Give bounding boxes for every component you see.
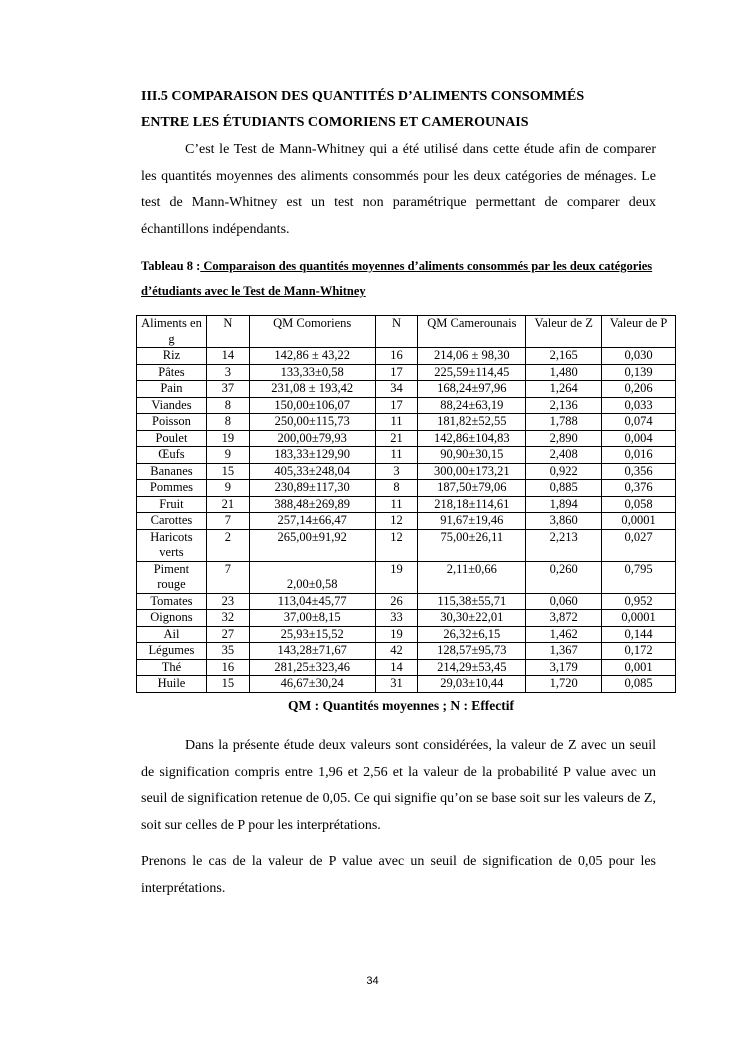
table-cell: 0,885 [526, 480, 602, 497]
table-cell: Poulet [137, 430, 207, 447]
table-cell: 2,11±0,66 [418, 561, 526, 593]
table-cell: 21 [375, 430, 418, 447]
table-cell: Riz [137, 348, 207, 365]
table-cell: 115,38±55,71 [418, 593, 526, 610]
table-row [137, 381, 676, 398]
table-cell: 0,795 [602, 561, 676, 593]
table-cell: 128,57±95,73 [418, 643, 526, 660]
header-cell: QM Comoriens [249, 316, 375, 348]
table-cell: 0,172 [602, 643, 676, 660]
table-row [137, 348, 676, 365]
table-cell: 113,04±45,77 [249, 593, 375, 610]
table-row [137, 643, 676, 660]
table-cell: Piment rouge [137, 561, 207, 593]
table-cell: 14 [375, 659, 418, 676]
table-cell: 214,29±53,45 [418, 659, 526, 676]
table-cell: 0,027 [602, 529, 676, 561]
table-cell: 19 [206, 430, 249, 447]
table-cell: 230,89±117,30 [249, 480, 375, 497]
table-row [137, 397, 676, 414]
table-header-row [137, 316, 676, 348]
table-cell: 8 [206, 414, 249, 431]
table-cell: 281,25±323,46 [249, 659, 375, 676]
table-cell: 37 [206, 381, 249, 398]
p-value-paragraph: Prenons le cas de la valeur de P value avec un seuil de signification de 0,05 pour les interprétations. [141, 854, 656, 896]
header-cell: Valeur de P [602, 316, 676, 348]
table-cell: 257,14±66,47 [249, 513, 375, 530]
table-cell: 11 [375, 414, 418, 431]
table-cell: 1,720 [526, 676, 602, 693]
table-cell: 8 [206, 397, 249, 414]
table-cell: 3,860 [526, 513, 602, 530]
table-cell: 183,33±129,90 [249, 447, 375, 464]
table-cell: 388,48±269,89 [249, 496, 375, 513]
table-cell: Viandes [137, 397, 207, 414]
header-cell: Aliments en g [137, 316, 207, 348]
table-cell: 2 [206, 529, 249, 561]
table-cell: 0,001 [602, 659, 676, 676]
table-cell: 0,206 [602, 381, 676, 398]
table-cell: 3,179 [526, 659, 602, 676]
table-cell: 142,86 ± 43,22 [249, 348, 375, 365]
table-cell: 88,24±63,19 [418, 397, 526, 414]
table-cell: 12 [375, 513, 418, 530]
table-cell: 35 [206, 643, 249, 660]
table-cell: 2,890 [526, 430, 602, 447]
table-cell: 17 [375, 397, 418, 414]
table-cell: 231,08 ± 193,42 [249, 381, 375, 398]
table-cell: 16 [206, 659, 249, 676]
table-cell: 3 [206, 364, 249, 381]
section-title-line2: ENTRE LES ÉTUDIANTS COMORIENS ET CAMEROUNAIS [141, 115, 529, 130]
table-cell: 0,074 [602, 414, 676, 431]
table-cell: 1,894 [526, 496, 602, 513]
table-cell: 168,24±97,96 [418, 381, 526, 398]
table-cell: 1,367 [526, 643, 602, 660]
table-cell: 0,033 [602, 397, 676, 414]
table-row [137, 610, 676, 627]
table-cell: 32 [206, 610, 249, 627]
table-cell: 2,00±0,58 [249, 561, 375, 593]
table-cell: 15 [206, 676, 249, 693]
table-cell: 27 [206, 626, 249, 643]
table-cell: 21 [206, 496, 249, 513]
table-caption [141, 254, 661, 304]
table-cell: 1,462 [526, 626, 602, 643]
table-cell: 33 [375, 610, 418, 627]
table-row [137, 430, 676, 447]
table-row [137, 463, 676, 480]
table-cell: Ail [137, 626, 207, 643]
table-cell: 1,788 [526, 414, 602, 431]
header-cell: N [206, 316, 249, 348]
table-cell: 133,33±0,58 [249, 364, 375, 381]
header-cell: N [375, 316, 418, 348]
table-cell: 26,32±6,15 [418, 626, 526, 643]
table-cell: 9 [206, 480, 249, 497]
table-cell: 1,480 [526, 364, 602, 381]
table-caption-label: Tableau 8 : [141, 259, 201, 273]
table-row [137, 496, 676, 513]
table-cell: 3,872 [526, 610, 602, 627]
table-cell: 91,67±19,46 [418, 513, 526, 530]
table-cell: 0,060 [526, 593, 602, 610]
table-cell: Thé [137, 659, 207, 676]
table-cell: 23 [206, 593, 249, 610]
table-cell: 0,376 [602, 480, 676, 497]
table-cell: Poisson [137, 414, 207, 431]
table-cell: 142,86±104,83 [418, 430, 526, 447]
table-cell: 0,356 [602, 463, 676, 480]
table-row [137, 414, 676, 431]
table-cell: 0,030 [602, 348, 676, 365]
table-cell: 46,67±30,24 [249, 676, 375, 693]
table-cell: 187,50±79,06 [418, 480, 526, 497]
table-cell: 30,30±22,01 [418, 610, 526, 627]
table-cell: 12 [375, 529, 418, 561]
table-cell: 7 [206, 561, 249, 593]
table-cell: 0,139 [602, 364, 676, 381]
table-cell: 150,00±106,07 [249, 397, 375, 414]
table-row [137, 480, 676, 497]
table-cell: 225,59±114,45 [418, 364, 526, 381]
interpretation-paragraph-text: Dans la présente étude deux valeurs sont considérées, la valeur de Z avec un seuil de signification compris entre 1,96 et 2,56 et la valeur de la probabilité P value avec un seuil de signification retenue de 0,05. Ce qui signifie qu’on se base soit sur les valeurs de Z, soit sur celles de P pour les interprétations. [141, 738, 656, 833]
table-cell: 0,085 [602, 676, 676, 693]
table-cell: Oignons [137, 610, 207, 627]
table-cell: 0,016 [602, 447, 676, 464]
table-cell: 17 [375, 364, 418, 381]
table-cell: 31 [375, 676, 418, 693]
table-cell: 37,00±8,15 [249, 610, 375, 627]
table-cell: 9 [206, 447, 249, 464]
table-row [137, 513, 676, 530]
intro-paragraph [141, 137, 656, 243]
table-cell: 3 [375, 463, 418, 480]
table-cell: 90,90±30,15 [418, 447, 526, 464]
table-row [137, 364, 676, 381]
table-cell: Œufs [137, 447, 207, 464]
table-cell: 2,213 [526, 529, 602, 561]
page-number: 34 [366, 975, 379, 987]
table-cell: 34 [375, 381, 418, 398]
table-note: QM : Quantités moyennes ; N : Effectif [287, 698, 515, 713]
table-cell: 15 [206, 463, 249, 480]
table-cell: 19 [375, 626, 418, 643]
table-cell: Carottes [137, 513, 207, 530]
intro-paragraph-text: C’est le Test de Mann-Whitney qui a été utilisé dans cette étude afin de comparer les quantités moyennes des aliments consommés pour les deux catégories de ménages. Le test de Mann-Whitney est un test non paramétrique permettant de comparer deux échantillons indépendants. [141, 142, 656, 237]
table-cell: Pommes [137, 480, 207, 497]
table-cell: 0,0001 [602, 610, 676, 627]
interpretation-paragraph [141, 733, 656, 839]
table-cell: 0,144 [602, 626, 676, 643]
table-cell: 0,260 [526, 561, 602, 593]
table-cell: 405,33±248,04 [249, 463, 375, 480]
table-cell: 0,0001 [602, 513, 676, 530]
table-row [137, 529, 676, 561]
table-cell: 19 [375, 561, 418, 593]
table-cell: 75,00±26,11 [418, 529, 526, 561]
table-cell: 214,06 ± 98,30 [418, 348, 526, 365]
table-cell: 143,28±71,67 [249, 643, 375, 660]
table-cell: 26 [375, 593, 418, 610]
table-row [137, 447, 676, 464]
table-row [137, 659, 676, 676]
table-cell: Légumes [137, 643, 207, 660]
header-cell: Valeur de Z [526, 316, 602, 348]
table-cell: 181,82±52,55 [418, 414, 526, 431]
table-cell: 16 [375, 348, 418, 365]
header-cell: QM Camerounais [418, 316, 526, 348]
table-cell: 250,00±115,73 [249, 414, 375, 431]
table-cell: 7 [206, 513, 249, 530]
table-cell: 29,03±10,44 [418, 676, 526, 693]
table-cell: 300,00±173,21 [418, 463, 526, 480]
section-title-line1: III.5 COMPARAISON DES QUANTITÉS D’ALIMENTS CONSOMMÉS [141, 89, 585, 104]
table-cell: Pain [137, 381, 207, 398]
table-cell: Pâtes [137, 364, 207, 381]
table-cell: 0,058 [602, 496, 676, 513]
table-cell: Fruit [137, 496, 207, 513]
table-cell: 8 [375, 480, 418, 497]
table-row [137, 676, 676, 693]
table-cell: 0,952 [602, 593, 676, 610]
table-cell: 265,00±91,92 [249, 529, 375, 561]
table-caption-title: Comparaison des quantités moyennes d’aliments consommés par les deux catégories d’étudiants avec le Test de Mann-Whitney [141, 259, 653, 298]
table-row [137, 561, 676, 593]
table-cell: 14 [206, 348, 249, 365]
table-cell: 0,004 [602, 430, 676, 447]
table-cell: 218,18±114,61 [418, 496, 526, 513]
table-cell: 2,165 [526, 348, 602, 365]
table-cell: 11 [375, 496, 418, 513]
table-cell: 2,408 [526, 447, 602, 464]
table-row [137, 593, 676, 610]
table-cell: 11 [375, 447, 418, 464]
table-cell: 2,136 [526, 397, 602, 414]
table-cell: 1,264 [526, 381, 602, 398]
table-cell: Huile [137, 676, 207, 693]
table-cell: Haricots verts [137, 529, 207, 561]
table-cell: 200,00±79,93 [249, 430, 375, 447]
table-cell: Tomates [137, 593, 207, 610]
table-cell: 0,922 [526, 463, 602, 480]
table-cell: 25,93±15,52 [249, 626, 375, 643]
table-cell: 42 [375, 643, 418, 660]
comparison-table [136, 315, 676, 693]
table-cell: Bananes [137, 463, 207, 480]
table-row [137, 626, 676, 643]
